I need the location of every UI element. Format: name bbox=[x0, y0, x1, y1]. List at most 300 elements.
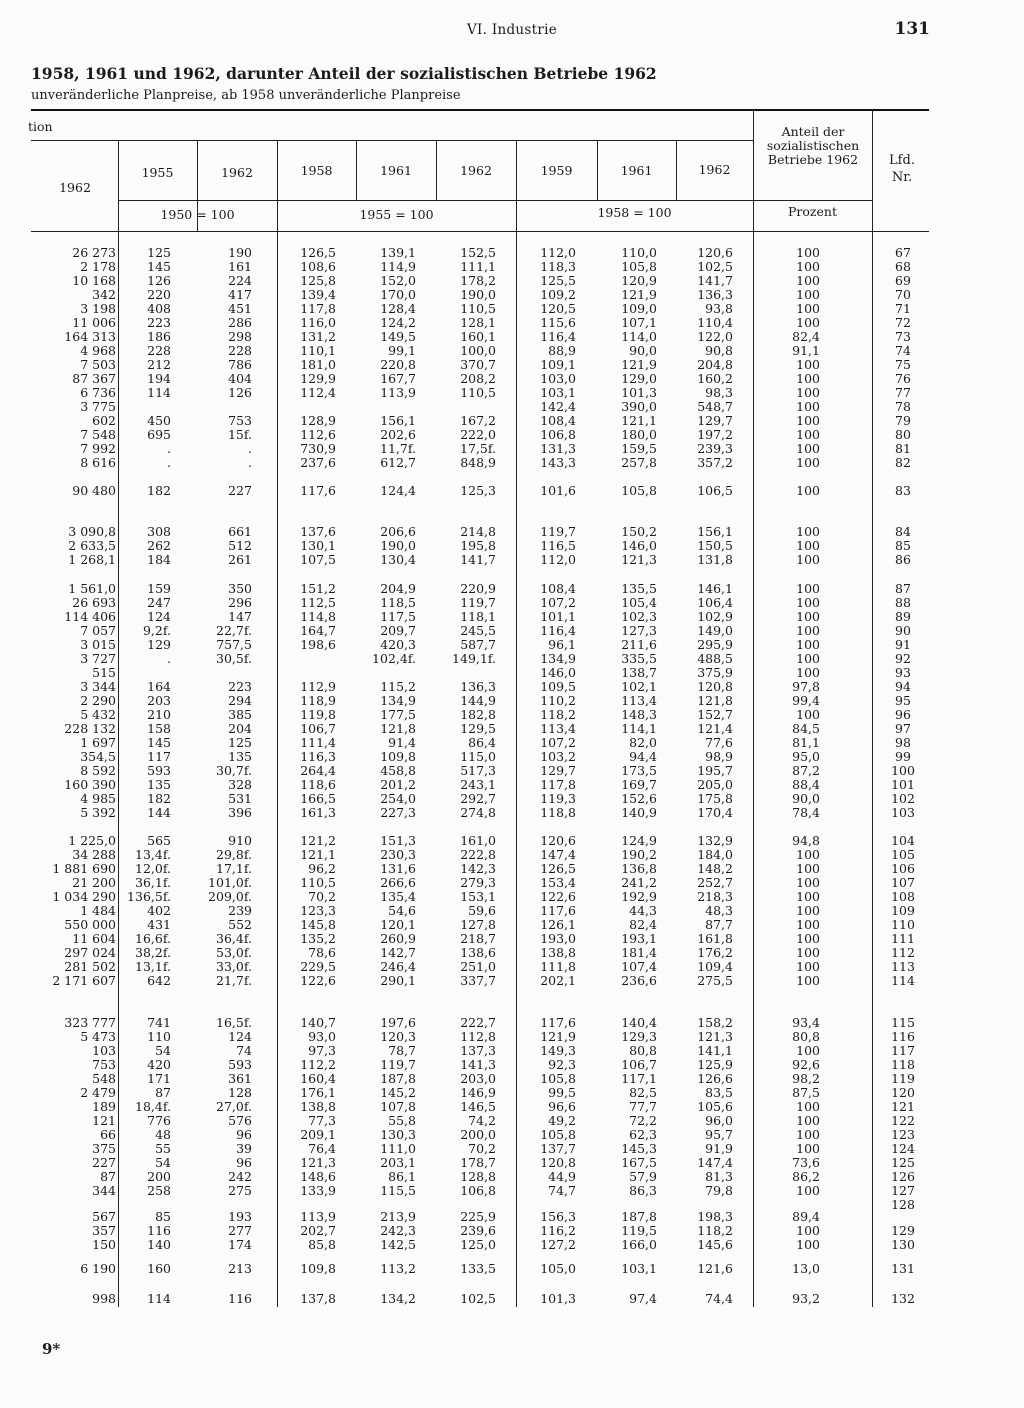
cell-col-1961b: 62,3 bbox=[629, 1127, 657, 1142]
cell-col-1962: 6 190 bbox=[80, 1261, 116, 1276]
cell-col-1962c: 137,3 bbox=[460, 1043, 496, 1058]
cell-col-1961: 134,9 bbox=[380, 693, 416, 708]
cell-col-1961b: 82,4 bbox=[629, 917, 657, 932]
cell-col-1958: 97,3 bbox=[308, 1043, 336, 1058]
cell-col-1961: 119,7 bbox=[380, 1057, 416, 1072]
cell-lfd-nr: 129 bbox=[891, 1223, 915, 1238]
cell-col-1962: 8 616 bbox=[80, 455, 116, 470]
cell-col-1961b: 136,8 bbox=[621, 861, 657, 876]
cell-lfd-nr: 131 bbox=[891, 1261, 915, 1276]
cell-col-1962c: 119,7 bbox=[460, 595, 496, 610]
col-header-lfd-nr: Lfd. Nr. bbox=[889, 153, 915, 185]
cell-col-1955: 125 bbox=[147, 245, 171, 260]
cell-col-1961: 201,2 bbox=[380, 777, 416, 792]
cell-col-1958: 229,5 bbox=[300, 959, 336, 974]
cell-col-1961: 152,0 bbox=[380, 273, 416, 288]
cell-col-1961b: 97,4 bbox=[629, 1291, 657, 1306]
cell-col-1962d: 120,6 bbox=[697, 245, 733, 260]
cell-col-1959: 96,6 bbox=[548, 1099, 576, 1114]
cell-col-anteil: 100 bbox=[796, 903, 820, 918]
cell-lfd-nr: 79 bbox=[895, 413, 911, 428]
cell-col-1962: 26 273 bbox=[72, 245, 116, 260]
cell-col-1962c: 517,3 bbox=[460, 763, 496, 778]
cell-col-1962c: 125,0 bbox=[460, 1237, 496, 1252]
cell-col-1958: 76,4 bbox=[308, 1141, 336, 1156]
cell-col-1961b: 90,0 bbox=[629, 343, 657, 358]
cell-col-1961b: 120,9 bbox=[621, 273, 657, 288]
cell-col-1962d: 150,5 bbox=[697, 538, 733, 553]
running-head: VI. Industrie bbox=[466, 22, 558, 38]
table-title: 1958, 1961 und 1962, darunter Anteil der sozialistischen Betriebe 1962 bbox=[31, 64, 657, 83]
cell-col-1955: 203 bbox=[147, 693, 171, 708]
cell-col-1962c: 146,9 bbox=[460, 1085, 496, 1100]
cell-col-1962: 114 406 bbox=[64, 609, 116, 624]
cell-col-1958: 119,8 bbox=[300, 707, 336, 722]
cell-col-1958: 237,6 bbox=[300, 455, 336, 470]
cell-lfd-nr: 127 bbox=[891, 1183, 915, 1198]
cell-col-1962c: 70,2 bbox=[468, 1141, 496, 1156]
cell-col-anteil: 81,1 bbox=[792, 735, 820, 750]
cell-col-1959: 88,9 bbox=[548, 343, 576, 358]
cell-col-1959: 44,9 bbox=[548, 1169, 576, 1184]
cell-col-1955: 129 bbox=[147, 637, 171, 652]
cell-col-1962: 1 268,1 bbox=[68, 552, 116, 567]
cell-lfd-nr: 68 bbox=[895, 259, 911, 274]
cell-col-1959: 120,6 bbox=[540, 833, 576, 848]
cell-col-1959: 138,8 bbox=[540, 945, 576, 960]
cell-col-1962: 21 200 bbox=[72, 875, 116, 890]
cell-col-1958: 202,7 bbox=[300, 1223, 336, 1238]
cell-col-1961b: 57,9 bbox=[629, 1169, 657, 1184]
cell-col-1961b: 105,8 bbox=[621, 483, 657, 498]
unit-prozent: Prozent bbox=[788, 204, 837, 219]
cell-col-1962: 7 057 bbox=[80, 623, 116, 638]
cell-col-1961b: 86,3 bbox=[629, 1183, 657, 1198]
cell-col-1961b: 109,0 bbox=[621, 301, 657, 316]
cell-col-1961b: 167,5 bbox=[621, 1155, 657, 1170]
cell-col-1962b: 227 bbox=[228, 483, 252, 498]
cell-col-1962c: 222,8 bbox=[460, 847, 496, 862]
cell-col-1962: 1 561,0 bbox=[68, 581, 116, 596]
cell-col-1959: 126,1 bbox=[540, 917, 576, 932]
cell-col-1959: 105,8 bbox=[540, 1127, 576, 1142]
cell-col-1962d: 375,9 bbox=[697, 665, 733, 680]
cell-col-1962c: 190,0 bbox=[460, 287, 496, 302]
base-1950: 1950 = 100 bbox=[160, 207, 235, 222]
cell-col-1962: 164 313 bbox=[64, 329, 116, 344]
cell-lfd-nr: 93 bbox=[895, 665, 911, 680]
cell-col-1962c: 112,8 bbox=[460, 1029, 496, 1044]
cell-col-1961: 149,5 bbox=[380, 329, 416, 344]
cell-lfd-nr: 74 bbox=[895, 343, 911, 358]
cell-col-1962c: 74,2 bbox=[468, 1113, 496, 1128]
cell-col-1955: 262 bbox=[147, 538, 171, 553]
cell-col-1958: 121,2 bbox=[300, 833, 336, 848]
cell-col-1962c: 195,8 bbox=[460, 538, 496, 553]
cell-col-anteil: 100 bbox=[796, 595, 820, 610]
cell-col-1962d: 198,3 bbox=[697, 1209, 733, 1224]
cell-col-anteil: 100 bbox=[796, 1127, 820, 1142]
cell-lfd-nr: 75 bbox=[895, 357, 911, 372]
cell-col-anteil: 92,6 bbox=[792, 1057, 820, 1072]
cell-col-1958: 118,9 bbox=[300, 693, 336, 708]
cell-col-1962b: 294 bbox=[228, 693, 252, 708]
cell-col-1962c: 141,3 bbox=[460, 1057, 496, 1072]
cell-col-1955: 223 bbox=[147, 315, 171, 330]
cell-col-1962d: 136,3 bbox=[697, 287, 733, 302]
cell-col-1962c: 161,0 bbox=[460, 833, 496, 848]
cell-lfd-nr: 88 bbox=[895, 595, 911, 610]
cell-col-1959: 126,5 bbox=[540, 861, 576, 876]
cell-col-1958: 78,6 bbox=[308, 945, 336, 960]
cell-col-anteil: 100 bbox=[796, 931, 820, 946]
col-header-1955: 1955 bbox=[141, 165, 174, 180]
cell-col-1962b: 193 bbox=[228, 1209, 252, 1224]
cell-col-1958: 151,2 bbox=[300, 581, 336, 596]
cell-col-1961: 266,6 bbox=[380, 875, 416, 890]
cell-col-1962d: 205,0 bbox=[697, 777, 733, 792]
cell-col-1962: 1 034 290 bbox=[52, 889, 116, 904]
cell-col-1962c: 152,5 bbox=[460, 245, 496, 260]
cell-col-1959: 105,0 bbox=[540, 1261, 576, 1276]
cell-lfd-nr: 80 bbox=[895, 427, 911, 442]
cell-col-1962b: 204 bbox=[228, 721, 252, 736]
cell-col-anteil: 100 bbox=[796, 1099, 820, 1114]
cell-col-1962c: 59,6 bbox=[468, 903, 496, 918]
cell-col-1959: 153,4 bbox=[540, 875, 576, 890]
cell-col-1961b: 129,3 bbox=[621, 1029, 657, 1044]
cell-col-1958: 161,3 bbox=[300, 805, 336, 820]
cell-col-1962b: 361 bbox=[228, 1071, 252, 1086]
cell-col-1962: 5 473 bbox=[80, 1029, 116, 1044]
cell-col-1961b: 121,9 bbox=[621, 287, 657, 302]
cell-lfd-nr: 87 bbox=[895, 581, 911, 596]
cell-col-1962c: 279,3 bbox=[460, 875, 496, 890]
cell-col-1961b: 145,3 bbox=[621, 1141, 657, 1156]
cell-col-1959: 116,4 bbox=[540, 329, 576, 344]
cell-col-1962b: 328 bbox=[228, 777, 252, 792]
cell-col-1955: 116 bbox=[147, 1223, 171, 1238]
cell-col-1962: 354,5 bbox=[80, 749, 116, 764]
cell-col-1961: 117,5 bbox=[380, 609, 416, 624]
cell-col-1955: 186 bbox=[147, 329, 171, 344]
cell-col-anteil: 100 bbox=[796, 847, 820, 862]
cell-lfd-nr: 92 bbox=[895, 651, 911, 666]
cell-col-1961b: 114,1 bbox=[621, 721, 657, 736]
cell-col-1961: 151,3 bbox=[380, 833, 416, 848]
cell-col-1961: 115,5 bbox=[380, 1183, 416, 1198]
cell-col-1962c: 214,8 bbox=[460, 524, 496, 539]
cell-col-1962c: 370,7 bbox=[460, 357, 496, 372]
cell-col-1962b: 223 bbox=[228, 679, 252, 694]
cell-lfd-nr: 111 bbox=[891, 931, 915, 946]
cell-col-1962c: 245,5 bbox=[460, 623, 496, 638]
cell-col-1961: 130,3 bbox=[380, 1127, 416, 1142]
cell-col-1961b: 140,4 bbox=[621, 1015, 657, 1030]
cell-col-1961b: 190,2 bbox=[621, 847, 657, 862]
cell-col-1962d: 48,3 bbox=[705, 903, 733, 918]
cell-col-1962d: 149,0 bbox=[697, 623, 733, 638]
cell-col-1961b: 159,5 bbox=[621, 441, 657, 456]
cell-lfd-nr: 130 bbox=[891, 1237, 915, 1252]
cell-col-1959: 111,8 bbox=[540, 959, 576, 974]
cell-col-1962c: 251,0 bbox=[460, 959, 496, 974]
cell-col-1955: 136,5f. bbox=[127, 889, 171, 904]
cell-col-1958: 112,4 bbox=[300, 385, 336, 400]
cell-col-1962d: 161,8 bbox=[697, 931, 733, 946]
cell-lfd-nr: 94 bbox=[895, 679, 911, 694]
cell-col-1961b: 121,3 bbox=[621, 552, 657, 567]
cell-col-1962d: 120,8 bbox=[697, 679, 733, 694]
cell-col-1961: 120,3 bbox=[380, 1029, 416, 1044]
cell-col-1955: . bbox=[167, 441, 171, 456]
col-header-1962d: 1962 bbox=[698, 162, 731, 177]
cell-col-anteil: 100 bbox=[796, 1141, 820, 1156]
cell-col-anteil: 100 bbox=[796, 273, 820, 288]
cell-col-1962: 1 225,0 bbox=[68, 833, 116, 848]
cell-col-1962c: 225,9 bbox=[460, 1209, 496, 1224]
cell-col-1962: 10 168 bbox=[72, 273, 116, 288]
cell-col-1962: 160 390 bbox=[64, 777, 116, 792]
cell-col-1955: 145 bbox=[147, 735, 171, 750]
cell-col-1961b: 107,4 bbox=[621, 959, 657, 974]
cell-col-1959: 106,8 bbox=[540, 427, 576, 442]
cell-col-1962b: 261 bbox=[228, 552, 252, 567]
cell-col-anteil: 100 bbox=[796, 552, 820, 567]
cell-col-1961b: 103,1 bbox=[621, 1261, 657, 1276]
cell-col-1962b: 417 bbox=[228, 287, 252, 302]
cell-col-1961: 130,4 bbox=[380, 552, 416, 567]
cell-col-anteil: 87,2 bbox=[792, 763, 820, 778]
cell-col-anteil: 100 bbox=[796, 413, 820, 428]
cell-col-1959: 113,4 bbox=[540, 721, 576, 736]
cell-col-1961b: 150,2 bbox=[621, 524, 657, 539]
cell-col-1962b: 53,0f. bbox=[216, 945, 252, 960]
cell-col-1962d: 93,8 bbox=[705, 301, 733, 316]
cell-col-1962d: 77,6 bbox=[705, 735, 733, 750]
cell-col-1959: 101,3 bbox=[540, 1291, 576, 1306]
cell-lfd-nr: 103 bbox=[891, 805, 915, 820]
cell-lfd-nr: 125 bbox=[891, 1155, 915, 1170]
cell-col-1961b: 173,5 bbox=[621, 763, 657, 778]
cell-col-1962d: 160,2 bbox=[697, 371, 733, 386]
cell-col-anteil: 97,8 bbox=[792, 679, 820, 694]
cell-col-anteil: 100 bbox=[796, 889, 820, 904]
page-number: 131 bbox=[894, 19, 930, 39]
cell-col-1962c: 129,5 bbox=[460, 721, 496, 736]
cell-col-1961b: 129,0 bbox=[621, 371, 657, 386]
cell-col-1962: 2 633,5 bbox=[68, 538, 116, 553]
cell-col-1962d: 83,5 bbox=[705, 1085, 733, 1100]
cell-col-1961b: 180,0 bbox=[621, 427, 657, 442]
cell-col-1961: 260,9 bbox=[380, 931, 416, 946]
cell-col-1962d: 147,4 bbox=[697, 1155, 733, 1170]
cell-col-1961: 91,4 bbox=[388, 735, 416, 750]
cell-col-anteil: 100 bbox=[796, 651, 820, 666]
cell-col-1962b: 17,1f. bbox=[216, 861, 252, 876]
cell-col-anteil: 100 bbox=[796, 665, 820, 680]
cell-col-1962b: 29,8f. bbox=[216, 847, 252, 862]
cell-col-1958: 112,5 bbox=[300, 595, 336, 610]
cell-col-1959: 118,3 bbox=[540, 259, 576, 274]
cell-col-1961: 113,2 bbox=[380, 1261, 416, 1276]
cell-col-1962: 121 bbox=[92, 1113, 116, 1128]
cell-col-1962c: 144,9 bbox=[460, 693, 496, 708]
cell-col-1962d: 184,0 bbox=[697, 847, 733, 862]
cell-col-1962: 90 480 bbox=[72, 483, 116, 498]
cell-col-1961b: 140,9 bbox=[621, 805, 657, 820]
cell-col-1962: 2 479 bbox=[80, 1085, 116, 1100]
cell-col-1961: 220,8 bbox=[380, 357, 416, 372]
cell-col-1962c: 274,8 bbox=[460, 805, 496, 820]
cell-col-1962d: 121,8 bbox=[697, 693, 733, 708]
cell-col-1955: 164 bbox=[147, 679, 171, 694]
cell-col-1955: 18,4f. bbox=[135, 1099, 171, 1114]
cell-col-1961: 230,3 bbox=[380, 847, 416, 862]
cell-col-1959: 107,2 bbox=[540, 595, 576, 610]
cell-col-1961b: 121,1 bbox=[621, 413, 657, 428]
cell-col-1962d: 90,8 bbox=[705, 343, 733, 358]
cell-col-1961: 209,7 bbox=[380, 623, 416, 638]
cell-lfd-nr: 89 bbox=[895, 609, 911, 624]
cell-col-1962d: 102,9 bbox=[697, 609, 733, 624]
cell-col-1962: 342 bbox=[92, 287, 116, 302]
cell-col-1961b: 82,0 bbox=[629, 735, 657, 750]
cell-lfd-nr: 90 bbox=[895, 623, 911, 638]
cell-lfd-nr: 112 bbox=[891, 945, 915, 960]
cell-col-1962b: 286 bbox=[228, 315, 252, 330]
cell-col-1962c: 848,9 bbox=[460, 455, 496, 470]
cell-col-1958: 130,1 bbox=[300, 538, 336, 553]
cell-lfd-nr: 99 bbox=[895, 749, 911, 764]
cell-col-1962b: 239 bbox=[228, 903, 252, 918]
cell-col-1961: 420,3 bbox=[380, 637, 416, 652]
cell-col-1961b: 148,3 bbox=[621, 707, 657, 722]
cell-col-1958: 198,6 bbox=[300, 637, 336, 652]
cell-col-1962d: 488,5 bbox=[697, 651, 733, 666]
cell-col-1961: 102,4f. bbox=[372, 651, 416, 666]
cell-col-anteil: 100 bbox=[796, 1113, 820, 1128]
cell-col-1962b: 22,7f. bbox=[216, 623, 252, 638]
cell-col-1958: 137,8 bbox=[300, 1291, 336, 1306]
cell-col-1962c: 160,1 bbox=[460, 329, 496, 344]
cell-col-1961b: 121,9 bbox=[621, 357, 657, 372]
cell-col-1958: 112,9 bbox=[300, 679, 336, 694]
cell-col-1961: 187,8 bbox=[380, 1071, 416, 1086]
cell-col-1962b: 242 bbox=[228, 1169, 252, 1184]
cell-lfd-nr: 117 bbox=[891, 1043, 915, 1058]
cell-col-anteil: 100 bbox=[796, 441, 820, 456]
cell-col-anteil: 80,8 bbox=[792, 1029, 820, 1044]
cell-col-1959: 74,7 bbox=[548, 1183, 576, 1198]
cell-col-anteil: 93,4 bbox=[792, 1015, 820, 1030]
cell-lfd-nr: 70 bbox=[895, 287, 911, 302]
cell-lfd-nr: 78 bbox=[895, 399, 911, 414]
cell-col-1959: 142,4 bbox=[540, 399, 576, 414]
cell-col-1958: 116,3 bbox=[300, 749, 336, 764]
cell-col-1962b: 209,0f. bbox=[208, 889, 252, 904]
cell-lfd-nr: 101 bbox=[891, 777, 915, 792]
cell-col-1959: 118,8 bbox=[540, 805, 576, 820]
cell-col-1961: 124,4 bbox=[380, 483, 416, 498]
cell-col-1961: 156,1 bbox=[380, 413, 416, 428]
cell-col-1959: 127,2 bbox=[540, 1237, 576, 1252]
cell-col-1962: 3 198 bbox=[80, 301, 116, 316]
cell-col-1962b: . bbox=[248, 441, 252, 456]
cell-col-1962d: 98,9 bbox=[705, 749, 733, 764]
cell-lfd-nr: 118 bbox=[891, 1057, 915, 1072]
cell-col-1962b: 116 bbox=[228, 1291, 252, 1306]
cell-col-anteil: 94,8 bbox=[792, 833, 820, 848]
cell-col-1962c: 110,5 bbox=[460, 385, 496, 400]
cell-col-1959: 103,1 bbox=[540, 385, 576, 400]
cell-col-1961b: 166,0 bbox=[621, 1237, 657, 1252]
cell-col-1962b: 224 bbox=[228, 273, 252, 288]
cell-col-1961b: 102,1 bbox=[621, 679, 657, 694]
cell-col-1955: 228 bbox=[147, 343, 171, 358]
cell-col-1962d: 146,1 bbox=[697, 581, 733, 596]
cell-col-1962c: 222,7 bbox=[460, 1015, 496, 1030]
cell-col-anteil: 100 bbox=[796, 357, 820, 372]
cell-col-1961: 142,7 bbox=[380, 945, 416, 960]
cell-col-1958: 264,4 bbox=[300, 763, 336, 778]
base-1955: 1955 = 100 bbox=[359, 207, 434, 222]
cell-col-1961b: 135,5 bbox=[621, 581, 657, 596]
cell-col-1959: 116,4 bbox=[540, 623, 576, 638]
cell-col-1958: 730,9 bbox=[300, 441, 336, 456]
cell-col-1962b: 576 bbox=[228, 1113, 252, 1128]
cell-col-1962d: 275,5 bbox=[697, 973, 733, 988]
cell-lfd-nr: 108 bbox=[891, 889, 915, 904]
cell-col-1962d: 95,7 bbox=[705, 1127, 733, 1142]
cell-lfd-nr: 132 bbox=[891, 1291, 915, 1306]
cell-col-1955: 145 bbox=[147, 259, 171, 274]
cell-col-1958: 131,2 bbox=[300, 329, 336, 344]
cell-col-1955: 200 bbox=[147, 1169, 171, 1184]
col-header-anteil: Anteil der sozialistischen Betriebe 1962 bbox=[766, 124, 860, 167]
cell-col-1962: 5 432 bbox=[80, 707, 116, 722]
cell-col-1962d: 158,2 bbox=[697, 1015, 733, 1030]
cell-col-1955: 160 bbox=[147, 1261, 171, 1276]
cell-col-1959: 101,6 bbox=[540, 483, 576, 498]
cell-col-1962: 4 968 bbox=[80, 343, 116, 358]
cell-col-1962: 2 290 bbox=[80, 693, 116, 708]
cell-col-1955: 126 bbox=[147, 273, 171, 288]
cell-col-1955: 36,1f. bbox=[135, 875, 171, 890]
cell-col-1962c: 337,7 bbox=[460, 973, 496, 988]
cell-col-1961b: 241,2 bbox=[621, 875, 657, 890]
cell-col-1955: 258 bbox=[147, 1183, 171, 1198]
cell-col-1962b: 753 bbox=[228, 413, 252, 428]
cell-col-1958: 106,7 bbox=[300, 721, 336, 736]
cell-col-1962: 5 392 bbox=[80, 805, 116, 820]
cell-col-1961b: 390,0 bbox=[621, 399, 657, 414]
cell-col-1955: 450 bbox=[147, 413, 171, 428]
cell-col-1959: 137,7 bbox=[540, 1141, 576, 1156]
cell-col-1955: 565 bbox=[147, 833, 171, 848]
cell-col-1961b: 138,7 bbox=[621, 665, 657, 680]
cell-col-1962b: 396 bbox=[228, 805, 252, 820]
cell-col-1961b: 94,4 bbox=[629, 749, 657, 764]
cell-col-1958: 128,9 bbox=[300, 413, 336, 428]
cell-col-1955: 16,6f. bbox=[135, 931, 171, 946]
cell-col-1962: 11 604 bbox=[72, 931, 116, 946]
cell-col-1962d: 357,2 bbox=[697, 455, 733, 470]
cell-col-1958: 129,9 bbox=[300, 371, 336, 386]
cell-col-1962: 3 344 bbox=[80, 679, 116, 694]
cell-col-1962: 11 006 bbox=[72, 315, 116, 330]
cell-lfd-nr: 102 bbox=[891, 791, 915, 806]
